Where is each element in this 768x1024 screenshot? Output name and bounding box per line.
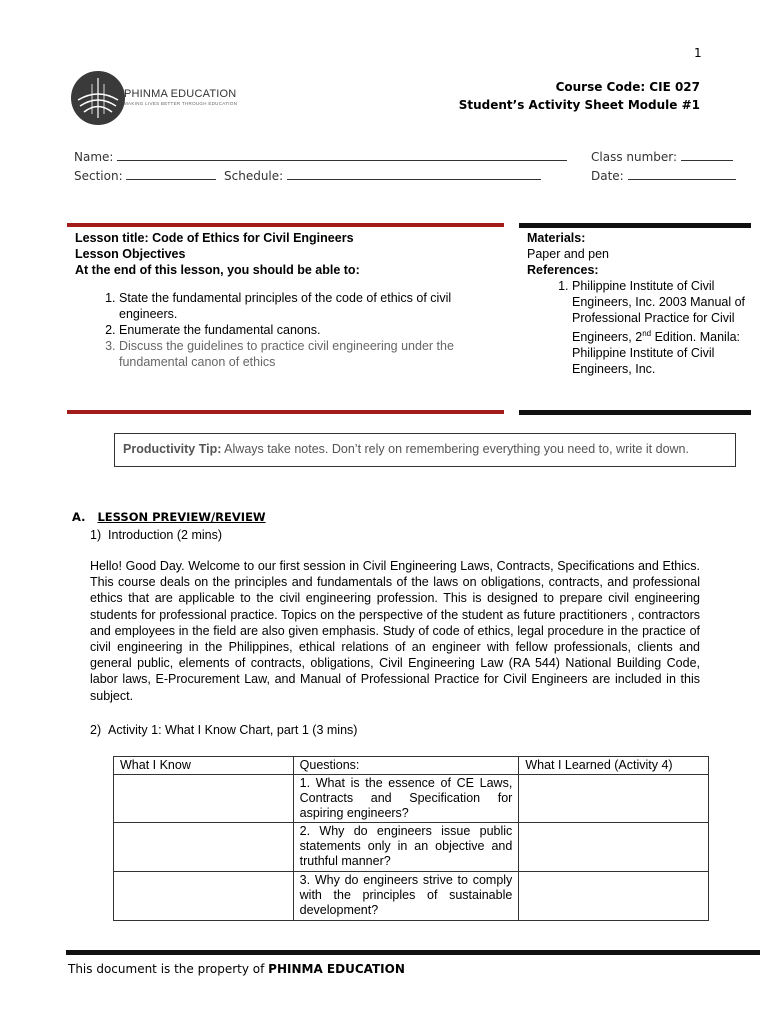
intro-item: 1) Introduction (2 mins) bbox=[90, 528, 222, 542]
materials-items: Paper and pen bbox=[527, 247, 610, 261]
references-heading: References: bbox=[527, 263, 599, 277]
section-letter: A. bbox=[72, 510, 86, 524]
logo-tagline: MAKING LIVES BETTER THROUGH EDUCATION bbox=[124, 101, 238, 106]
footer-bar bbox=[66, 950, 760, 955]
objectives-intro: At the end of this lesson, you should be able to: bbox=[75, 263, 360, 277]
section-title: LESSON PREVIEW/REVIEW bbox=[97, 510, 266, 524]
reference-item bbox=[572, 278, 752, 377]
objective-item: 1. State the fundamental principles of the code of ethics of civil engineers. bbox=[119, 290, 505, 322]
table-header: Questions: bbox=[293, 757, 519, 775]
materials-heading: Materials: bbox=[527, 231, 586, 245]
what-i-learned-cell[interactable] bbox=[519, 872, 709, 921]
tip-label: Productivity Tip: bbox=[123, 442, 222, 456]
what-i-learned-cell[interactable] bbox=[519, 775, 709, 823]
schedule-field[interactable] bbox=[224, 167, 541, 183]
footer-text bbox=[68, 962, 405, 976]
intro-paragraph: Hello! Good Day. Welcome to our first session in Civil Engineering Laws, Contracts, Specifications and Ethics. This course deals on the principles and fundamentals of the laws on obligations, contracts, and professional ethics that are applicable to the civil engineering profession. This is designed to prepare civil engineering students for professional practice. Topics on the perspective of the student as future practitioners , contractors and employees in the field are also given emphasis. Study of code of ethics, legal procedure in the practice of civil engineering in the Philippines, ethical relations of an engineer with fellow professionals, clients and general public, elements of contracts, obligations, Civil Engineering Law (RA 544) National Building Code, labor laws, E-Procurement Law, and Manual of Professional Practice for Civil Engineers are included in this subject. bbox=[90, 559, 700, 703]
course-code: Course Code: CIE 027 bbox=[555, 80, 700, 94]
question-cell: 1. What is the essence of CE Laws, Contracts and Specification for aspiring engineers? bbox=[293, 775, 519, 823]
question-cell: 2. Why do engineers issue public statements only in an objective and truthful manner? bbox=[293, 823, 519, 872]
table-header: What I Learned (Activity 4) bbox=[519, 757, 709, 775]
what-i-learned-cell[interactable] bbox=[519, 823, 709, 872]
objective-item: 3. Discuss the guidelines to practice civil engineering under the fundamental canon of ethics bbox=[119, 338, 505, 370]
lesson-bottom-bar bbox=[67, 410, 504, 414]
what-i-know-table bbox=[113, 756, 709, 921]
tip-text: Always take notes. Don’t rely on remembering everything you need to, write it down. bbox=[221, 442, 689, 456]
name-field[interactable] bbox=[74, 148, 567, 164]
references-list bbox=[527, 278, 752, 377]
question-cell: 3. Why do engineers strive to comply with the principles of sustainable development? bbox=[293, 872, 519, 921]
objectives-list bbox=[75, 290, 505, 370]
class-number-line[interactable] bbox=[681, 148, 733, 161]
section-line[interactable] bbox=[126, 167, 216, 180]
productivity-tip-box bbox=[114, 433, 736, 467]
name-line[interactable] bbox=[117, 148, 567, 161]
class-number-label: Class number: bbox=[591, 150, 678, 164]
date-label: Date: bbox=[591, 169, 624, 183]
materials-section bbox=[527, 230, 752, 377]
schedule-line[interactable] bbox=[287, 167, 541, 180]
date-line[interactable] bbox=[628, 167, 736, 180]
name-label: Name: bbox=[74, 150, 114, 164]
lesson-top-bar bbox=[67, 223, 504, 227]
date-field[interactable] bbox=[591, 167, 736, 183]
page-number: 1 bbox=[694, 46, 702, 60]
lesson-section bbox=[75, 230, 505, 370]
table-row bbox=[114, 872, 709, 921]
table-header-row bbox=[114, 757, 709, 775]
class-number-field[interactable] bbox=[591, 148, 733, 164]
schedule-label: Schedule: bbox=[224, 169, 284, 183]
what-i-know-cell[interactable] bbox=[114, 872, 294, 921]
section-a-heading bbox=[72, 510, 266, 524]
section-field[interactable] bbox=[74, 167, 216, 183]
table-row bbox=[114, 823, 709, 872]
reference-text-b: Edition. Manila: Philippine Institute of Civil Engineers, Inc. bbox=[572, 330, 741, 377]
footer-prefix: This document is the property of bbox=[68, 962, 269, 976]
logo-emblem-icon bbox=[70, 70, 126, 126]
what-i-know-cell[interactable] bbox=[114, 775, 294, 823]
reference-text-a: Philippine Institute of Civil Engineers, Inc. 2003 Manual of Professional Practice for Civil Engineers, 2 bbox=[572, 279, 746, 345]
logo-name: PHINMA EDUCATION bbox=[124, 88, 237, 100]
materials-top-bar bbox=[519, 223, 751, 228]
materials-bottom-bar bbox=[519, 410, 751, 415]
footer-owner: PHINMA EDUCATION bbox=[268, 962, 405, 976]
table-row bbox=[114, 775, 709, 823]
activity-item: 2) Activity 1: What I Know Chart, part 1 (3 mins) bbox=[90, 723, 358, 737]
lesson-title: Lesson title: Code of Ethics for Civil Engineers bbox=[75, 231, 354, 245]
table-header: What I Know bbox=[114, 757, 294, 775]
what-i-know-cell[interactable] bbox=[114, 823, 294, 872]
objective-item: 2. Enumerate the fundamental canons. bbox=[119, 322, 505, 338]
objectives-heading: Lesson Objectives bbox=[75, 247, 186, 261]
section-label: Section: bbox=[74, 169, 123, 183]
sheet-title: Student’s Activity Sheet Module #1 bbox=[458, 98, 700, 112]
reference-sup: nd bbox=[642, 329, 652, 338]
